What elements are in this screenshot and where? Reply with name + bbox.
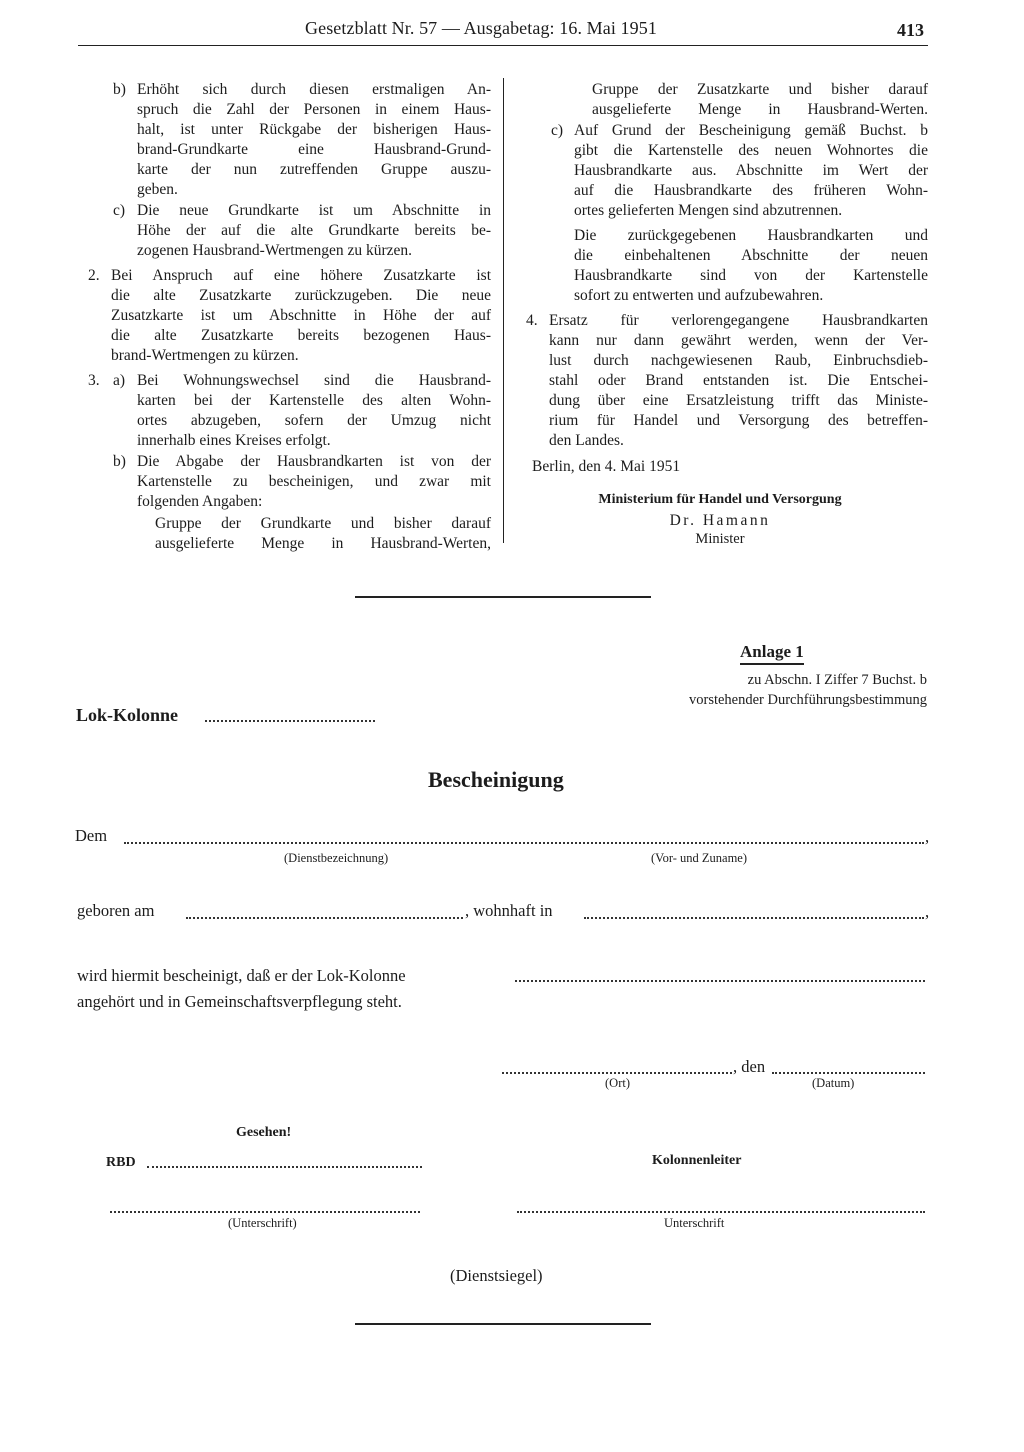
item-marker: b): [113, 453, 126, 470]
item-marker: b): [113, 81, 126, 98]
lok-kolonne-field[interactable]: [205, 720, 375, 722]
text-line: karten bei der Kartenstelle des alten Wohn-: [137, 392, 491, 409]
text-line: Die Abgabe der Hausbrandkarten ist von der: [137, 453, 491, 470]
text-line: zogenen Hausbrand-Wertmengen zu kürzen.: [137, 242, 413, 259]
text-line: geben.: [137, 181, 178, 198]
signer-title: Minister: [695, 531, 745, 547]
text-line: Erhöht sich durch diesen erstmaligen An-: [137, 81, 491, 98]
text-line: Gruppe der Zusatzkarte und bisher darauf: [592, 81, 928, 98]
line-end-comma: ,: [925, 902, 930, 921]
rbd-label: RBD: [106, 1155, 136, 1170]
lok-kolonne-name-field[interactable]: [515, 980, 925, 982]
text-line: ortes gelieferten Mengen sind abzutrennen.: [574, 202, 843, 219]
text-line: ortes abzugeben, sofern der Umzug nicht: [137, 412, 491, 429]
text-line: Kartenstelle zu bescheinigen, und zwar mit: [137, 473, 491, 490]
text-line: Höhe der auf die alte Grundkarte bereits be-: [137, 222, 491, 239]
text-line: Hausbrandkarte aus. Abschnitte im Wert der: [574, 162, 928, 179]
caption-ort: (Ort): [605, 1076, 630, 1090]
text-line: Gruppe der Grundkarte und bisher darauf: [155, 515, 491, 532]
text-line: ausgelieferte Menge in Hausbrand-Werten,: [155, 535, 491, 552]
section-divider: [355, 1323, 651, 1325]
wohnhaft-label: , wohnhaft in: [465, 901, 553, 920]
wohnhaft-field[interactable]: [584, 917, 924, 919]
item-marker: c): [113, 202, 126, 219]
annex-title: Anlage 1: [740, 642, 804, 665]
line-end-comma: ,: [925, 827, 930, 846]
certification-text-line: wird hiermit bescheinigt, daß er der Lok-Kolonne: [77, 966, 406, 985]
den-label: , den: [733, 1057, 766, 1076]
caption-unterschrift-left: (Unterschrift): [228, 1216, 297, 1230]
text-line: Hausbrandkarte sind von der Kartenstelle: [574, 267, 928, 284]
text-line: sofort zu entwerten und aufzubewahren.: [574, 287, 824, 304]
text-line: brand-Grundkarte eine Hausbrand-Grund-: [137, 141, 491, 158]
text-line: die einbehaltenen Abschnitte der neuen: [574, 247, 928, 264]
signer-name: Dr. Hamann: [669, 512, 771, 529]
caption-dienstbezeichnung: (Dienstbezeichnung): [284, 851, 389, 865]
signature-field-left[interactable]: [110, 1211, 420, 1213]
dem-label: Dem: [75, 826, 108, 845]
text-line: stahl oder Brand entstanden ist. Die Entschei-: [549, 372, 928, 389]
section-divider: [355, 596, 651, 598]
text-line: innerhalb eines Kreises erfolgt.: [137, 432, 331, 449]
text-line: gibt die Kartenstelle des neuen Wohnortes die: [574, 142, 928, 159]
lok-kolonne-label: Lok-Kolonne: [76, 705, 179, 725]
rbd-field[interactable]: [147, 1166, 422, 1168]
item-marker: a): [113, 372, 126, 389]
caption-datum: (Datum): [812, 1076, 855, 1090]
item-marker: c): [551, 122, 564, 139]
item-marker: 2.: [88, 267, 100, 284]
text-line: rium für Handel und Versorgung des betreffen-: [549, 412, 928, 429]
column-divider: [503, 78, 504, 543]
certification-text-line: angehört und in Gemeinschaftsverpflegung steht.: [77, 992, 402, 1011]
text-line: Bei Wohnungswechsel sind die Hausbrand-: [137, 372, 491, 389]
text-line: lust durch nachgewiesenen Raub, Einbruchsdieb-: [549, 352, 928, 369]
datum-field[interactable]: [772, 1072, 925, 1074]
document-title: Bescheinigung: [428, 767, 564, 792]
text-line: Bei Anspruch auf eine höhere Zusatzkarte ist: [111, 267, 491, 284]
geboren-field[interactable]: [186, 917, 463, 919]
page-header-title: Gesetzblatt Nr. 57 — Ausgabetag: 16. Mai 1951: [305, 18, 657, 38]
date-line: Berlin, den 4. Mai 1951: [532, 458, 681, 475]
item-marker: 4.: [526, 312, 538, 329]
text-line: die alte Zusatzkarte zurückzugeben. Die neue: [111, 287, 491, 304]
text-line: dung über eine Ersatzleistung trifft das Ministe-: [549, 392, 928, 409]
text-line: karte der nun zutreffenden Gruppe auszu-: [137, 161, 491, 178]
text-line: die alte Zusatzkarte bereits bezogenen Haus-: [111, 327, 491, 344]
signature-field-right[interactable]: [517, 1211, 925, 1213]
header-rule: [78, 45, 928, 46]
dienstsiegel-label: (Dienstsiegel): [450, 1266, 543, 1285]
ort-field[interactable]: [502, 1072, 732, 1074]
text-line: folgenden Angaben:: [137, 493, 263, 510]
text-line: kann nur dann gewährt werden, wenn der Ver-: [549, 332, 928, 349]
geboren-label: geboren am: [77, 901, 155, 920]
text-line: Die neue Grundkarte ist um Abschnitte in: [137, 202, 491, 219]
text-line: spruch die Zahl der Personen in einem Haus-: [137, 101, 491, 118]
text-line: auf die Hausbrandkarte des früheren Wohn-: [574, 182, 928, 199]
caption-unterschrift-right: Unterschrift: [664, 1216, 725, 1230]
ministry-name: Ministerium für Handel und Versorgung: [598, 492, 842, 507]
dem-field[interactable]: [124, 842, 924, 844]
item-marker: 3.: [88, 372, 100, 389]
text-line: den Landes.: [549, 432, 624, 449]
annex-note-line: vorstehender Durchführungsbestimmung: [689, 692, 927, 708]
text-line: brand-Wertmengen zu kürzen.: [111, 347, 299, 364]
text-line: Auf Grund der Bescheinigung gemäß Buchst. b: [574, 122, 928, 139]
text-line: Zusatzkarte ist um Abschnitte in Höhe der auf: [111, 307, 491, 324]
gesehen-label: Gesehen!: [236, 1125, 292, 1140]
kolonnenleiter-label: Kolonnenleiter: [652, 1153, 742, 1168]
caption-vor-und-zuname: (Vor- und Zuname): [651, 851, 748, 865]
text-line: halt, ist unter Rückgabe der bisherigen Haus-: [137, 121, 491, 138]
text-line: Ersatz für verlorengegangene Hausbrandkarten: [549, 312, 928, 329]
text-line: ausgelieferte Menge in Hausbrand-Werten.: [592, 101, 928, 118]
annex-note-line: zu Abschn. I Ziffer 7 Buchst. b: [747, 672, 927, 688]
page-number: 413: [897, 20, 924, 40]
text-line: Die zurückgegebenen Hausbrandkarten und: [574, 227, 928, 244]
